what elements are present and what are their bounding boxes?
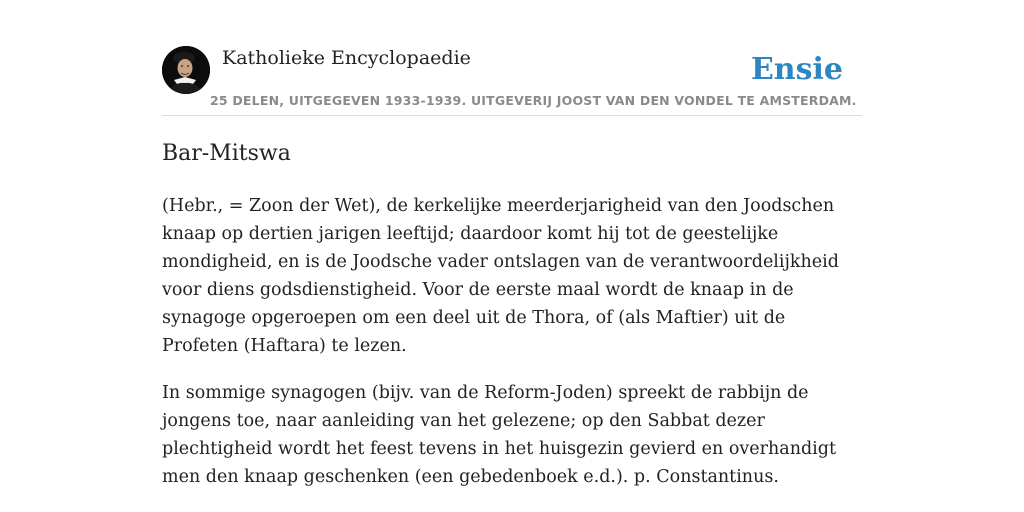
article-paragraph: In sommige synagogen (bijv. van de Reform-Joden) spreekt de rabbijn de jongens toe, naar aanleiding van het gelezene; op den Sabbat dezer plechtigheid wordt het feest tevens in het huisgezin gevierd en overhandigt men den knaap geschenken (een gebedenboek e.d.). p. Constantinus. [162, 383, 837, 487]
article-paragraph: (Hebr., = Zoon der Wet), de kerkelijke meerderjarigheid van den Joodschen knaap op dertien jarigen leeftijd; daardoor komt hij tot de geestelijke mondigheid, en is de Joodsche vader ontslagen van de verantwoordelijkheid voor diens godsdienstigheid. Voor de eerste maal wordt de knaap in de synagoge opgeroepen om een deel uit de Thora, of (als Maftier) uit de Profeten (Haftara) te lezen. [162, 196, 839, 356]
page [162, 0, 862, 512]
portrait-avatar-icon [162, 46, 210, 94]
article-body [162, 192, 862, 510]
encyclopedia-title[interactable]: Katholieke Encyclopaedie [222, 47, 471, 69]
header [162, 0, 862, 116]
brand-logo[interactable]: Ensie [750, 52, 843, 87]
avatar[interactable] [162, 46, 210, 94]
article-title: Bar-Mitswa [162, 141, 291, 166]
encyclopedia-subtitle: 25 DELEN, UITGEGEVEN 1933-1939. UITGEVERIJ JOOST VAN DEN VONDEL TE AMSTERDAM. [210, 93, 857, 108]
